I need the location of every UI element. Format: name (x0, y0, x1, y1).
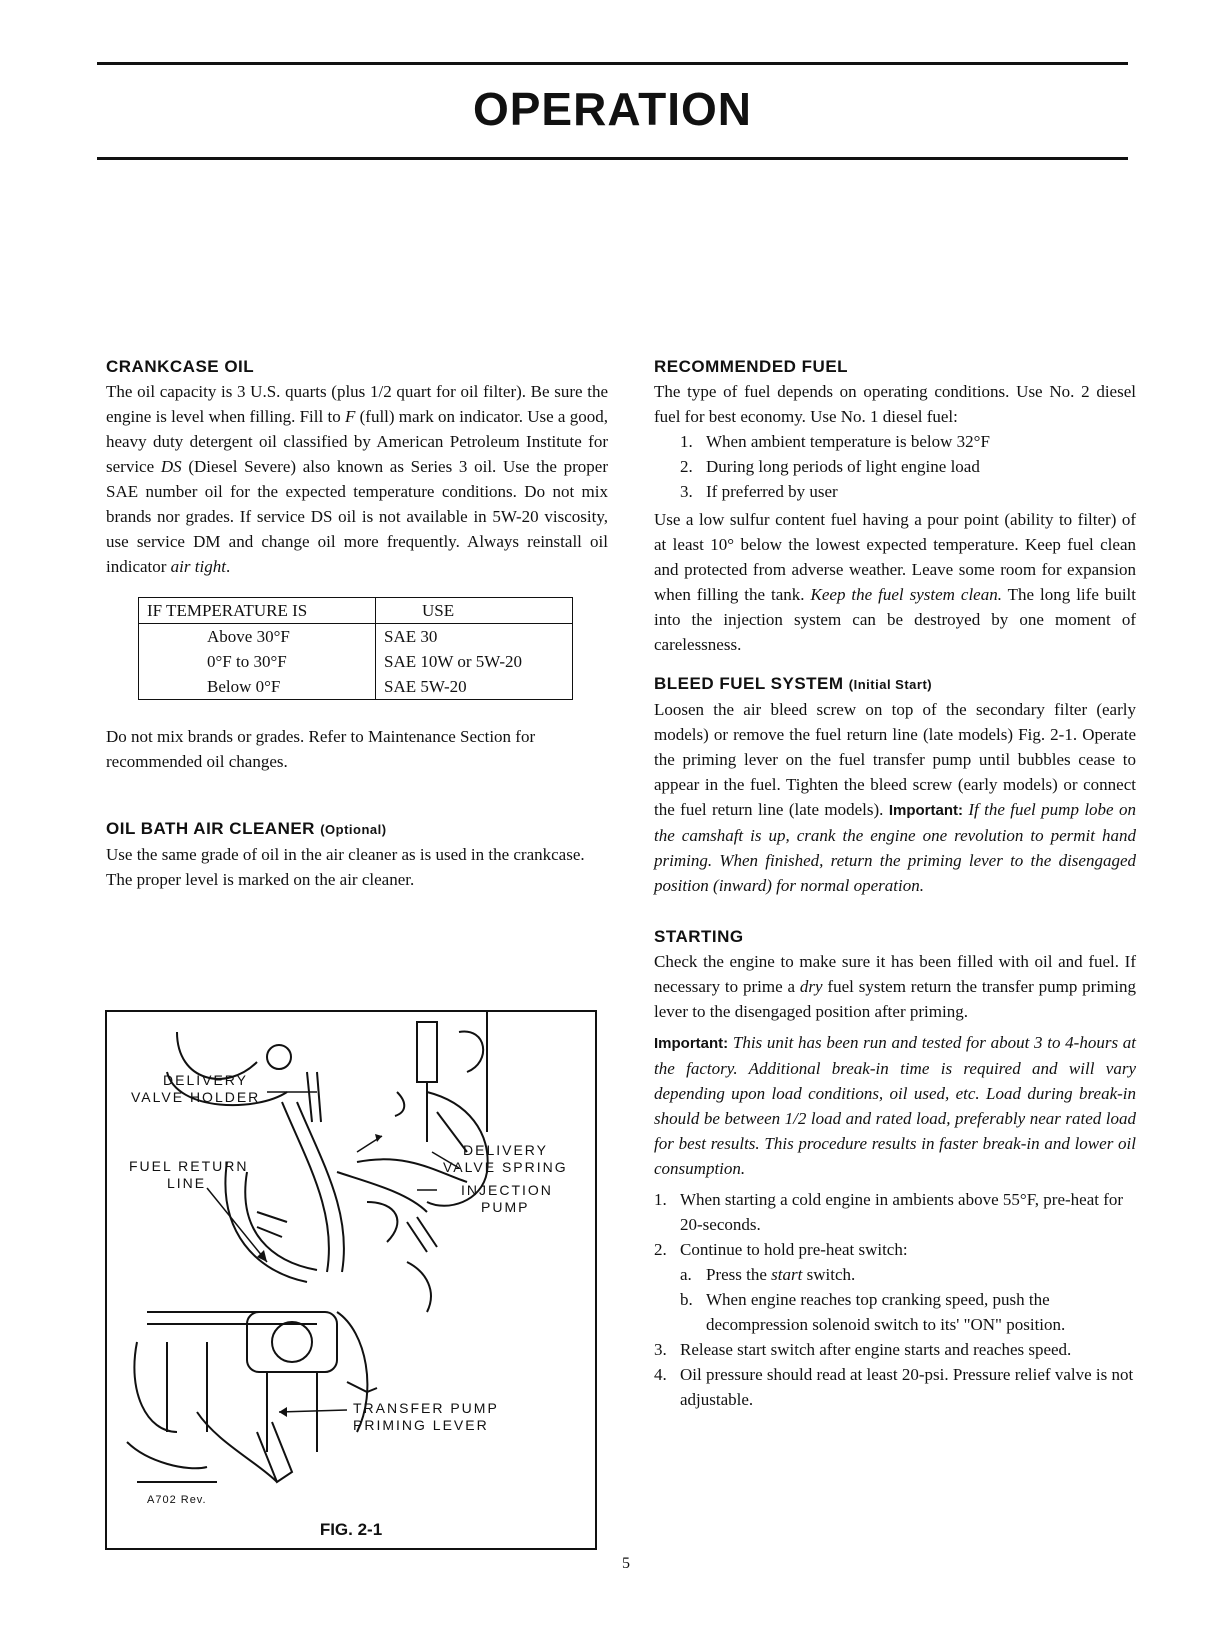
list-item: 3. If preferred by user (680, 482, 838, 501)
label-transfer-pump-2: PRIMING LEVER (353, 1417, 489, 1433)
starting-heading: STARTING (654, 927, 744, 946)
oil-temperature-table (138, 597, 573, 700)
table-row (139, 649, 573, 674)
top-rule (97, 62, 1128, 65)
starting-important: Important: This unit has been run and tested for about 3 to 4-hours at the factory. Additional break-in time is required and will vary depending upon load conditions, oil used, etc. Load during break-in should be between 1/2 load and rated load, preferably near rated load for best results. This procedure results in faster break-in and lower oil consumption. (654, 1033, 1136, 1178)
label-delivery-valve-holder-2: VALVE HOLDER (131, 1089, 261, 1105)
title-rule (97, 157, 1128, 160)
crankcase-heading: CRANKCASE OIL (106, 357, 255, 376)
fuel-list (680, 429, 1136, 504)
list-item: 2. During long periods of light engine load (680, 457, 980, 476)
left-column (106, 354, 608, 892)
air-cleaner-text: Use the same grade of oil in the air cleaner as is used in the crankcase. The proper level is marked on the air cleaner. (106, 845, 585, 889)
figure-caption: FIG. 2-1 (319, 1520, 383, 1539)
starting-paragraph: Check the engine to make sure it has been filled with oil and fuel. If necessary to prime a dry fuel system return the transfer pump priming lever to the disengaged position after priming. (654, 952, 1137, 1021)
table-cell-temp: Below 0°F (207, 677, 281, 696)
label-delivery-valve-spring: DELIVERY (463, 1142, 548, 1158)
table-header-use: USE (376, 598, 573, 624)
label-fuel-return: FUEL RETURN (129, 1158, 249, 1174)
table-header-temp: IF TEMPERATURE IS (139, 598, 376, 624)
table-cell-use: SAE 10W or 5W-20 (384, 652, 523, 671)
fuel-paragraph: Use a low sulfur content fuel having a pour point (ability to filter) of at least 10° below the lowest expected temperature. Keep fuel clean and protected from adverse weather. Leave some room for expansion when filling the tank. Keep the fuel system clean. The long life built into the injection system can be destroyed by one moment of carelessness. (654, 510, 1136, 654)
bleed-heading: BLEED FUEL SYSTEM (Initial Start) (654, 674, 933, 693)
fuel-heading: RECOMMENDED FUEL (654, 357, 849, 376)
label-injection-pump-2: PUMP (481, 1199, 530, 1215)
page-title: OPERATION (472, 83, 753, 135)
air-cleaner-heading: OIL BATH AIR CLEANER (Optional) (106, 819, 387, 838)
fuel-intro: The type of fuel depends on operating conditions. Use No. 2 diesel fuel for best economy. Use No. 1 diesel fuel: (654, 382, 1136, 426)
table-cell-temp: 0°F to 30°F (207, 652, 287, 671)
table-cell-use: SAE 5W-20 (384, 677, 467, 696)
bleed-paragraph: Loosen the air bleed screw on top of the secondary filter (early models) or remove the fuel return line (late models) Fig. 2-1. Operate the priming lever on the fuel transfer pump until bubbles cease to appear in the fuel. Tighten the bleed screw (early models) or connect the fuel return line (late models). Important: If the fuel pump lobe on the camshaft is up, crank the engine one revolution to permit hand priming. When finished, return the priming lever to the disengaged position (inward) for normal operation. (654, 700, 1136, 895)
crankcase-note: Do not mix brands or grades. Refer to Maintenance Section for recommended oil changes. (106, 727, 536, 771)
label-delivery-valve-holder: DELIVERY (163, 1072, 248, 1088)
starting-substeps (680, 1262, 1136, 1337)
list-item: 2. Continue to hold pre-heat switch: a. Press the start switch. b. When engine reaches top cranking speed, push the decompression solenoid switch to its' "ON" position. (654, 1237, 1136, 1337)
label-injection-pump: INJECTION (461, 1182, 553, 1198)
table-row (139, 624, 573, 650)
figure-injection-pump (105, 1010, 597, 1550)
list-item: b. When engine reaches top cranking speed, push the decompression solenoid switch to its' "ON" position. (680, 1290, 1066, 1334)
label-fuel-return-2: LINE (167, 1175, 207, 1191)
list-item: 3. Release start switch after engine starts and reaches speed. (654, 1340, 1072, 1359)
starting-steps (654, 1187, 1136, 1412)
label-delivery-valve-spring-2: VALVE SPRING (443, 1159, 568, 1175)
right-column (654, 354, 1136, 1412)
list-item: 1. When ambient temperature is below 32°F (680, 432, 990, 451)
list-item: 4. Oil pressure should read at least 20-psi. Pressure relief valve is not adjustable. (654, 1365, 1134, 1409)
table-row (139, 674, 573, 700)
label-transfer-pump: TRANSFER PUMP (353, 1400, 499, 1416)
figure-reference: A702 Rev. (147, 1494, 207, 1506)
list-item: a. Press the start switch. (680, 1265, 856, 1284)
table-cell-use: SAE 30 (384, 627, 438, 646)
page-number: 5 (622, 1555, 630, 1572)
list-item: 1. When starting a cold engine in ambients above 55°F, pre-heat for 20-seconds. (654, 1190, 1124, 1234)
crankcase-paragraph: The oil capacity is 3 U.S. quarts (plus 1/2 quart for oil filter). Be sure the engine is level when filling. Fill to F (full) mark on indicator. Use a good, heavy duty detergent oil classified by American Petroleum Institute for service DS (Diesel Severe) also known as Series 3 oil. Use the proper SAE number oil for the expected temperature conditions. Do not mix brands nor grades. If service DS oil is not available in 5W-20 viscosity, use service DM and change oil more frequently. Always reinstall oil indicator air tight. (106, 382, 608, 576)
table-cell-temp: Above 30°F (207, 627, 290, 646)
